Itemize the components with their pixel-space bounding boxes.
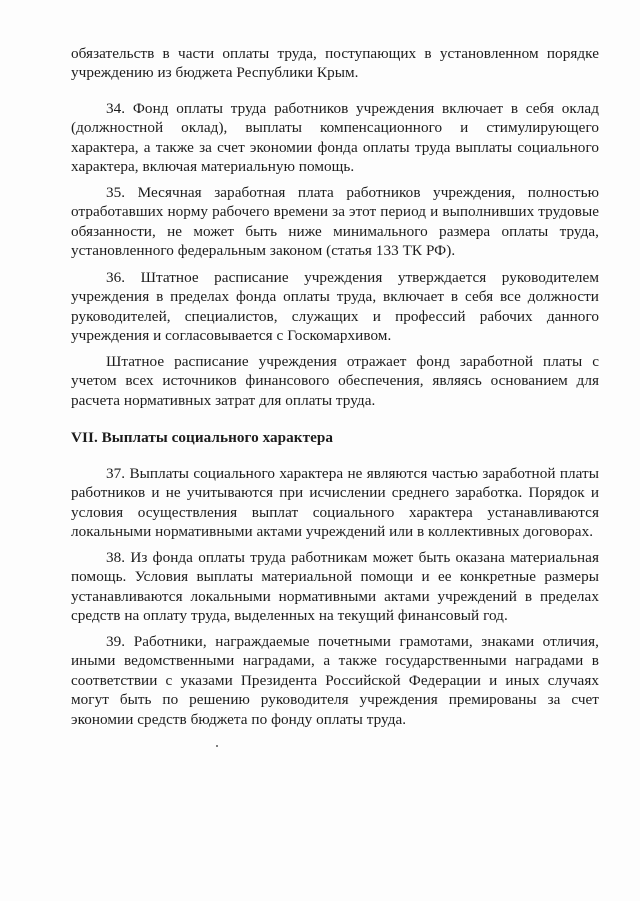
paragraph-38: 38. Из фонда оплаты труда работникам может быть оказана материальная помощь. Условия выплаты материальной помощи и ее конкретные размеры устанавливаются локальными нормативными актами учреждений в пределах средств на оплату труда, выделенных на текущий финансовый год. — [71, 549, 599, 625]
paragraph-continuation: обязательств в части оплаты труда, поступающих в установленном порядке учреждению из бюджета Республики Крым. — [71, 45, 599, 82]
scan-speck — [216, 745, 218, 747]
paragraph-39: 39. Работники, награждаемые почетными грамотами, знаками отличия, иными ведомственными наградами, а также государственными наградами в соответствии с указами Президента Российской Федерации и иных случаях могут быть по решению руководителя учреждения премированы за счет экономии средств бюджета по фонду оплаты труда. — [71, 633, 599, 728]
paragraph-35: 35. Месячная заработная плата работников учреждения, полностью отработавших норму рабочего времени за этот период и выполнивших трудовые обязанности, не может быть ниже минимального размера оплаты труда, установленного федеральным законом (статья 133 ТК РФ). — [71, 184, 599, 260]
paragraph-36: 36. Штатное расписание учреждения утверждается руководителем учреждения в пределах фонда оплаты труда, включает в себя все должности руководителей, специалистов, служащих и профессий рабочих данного учреждения и согласовывается с Госкомархивом. — [71, 269, 599, 345]
paragraph-36-continued: Штатное расписание учреждения отражает фонд заработной платы с учетом всех источников финансового обеспечения, являясь основанием для расчета нормативных затрат для оплаты труда. — [71, 353, 599, 409]
paragraph-37: 37. Выплаты социального характера не являются частью заработной платы работников и не учитываются при исчислении среднего заработка. Порядок и условия осуществления выплат социального характера устанавливаются локальными нормативными актами учреждений или в коллективных договорах. — [71, 465, 599, 541]
paragraph-34: 34. Фонд оплаты труда работников учреждения включает в себя оклад (должностной оклад), выплаты компенсационного и стимулирующего характера, а также за счет экономии фонда оплаты труда выплаты социального характера, включая материальную помощь. — [71, 100, 599, 176]
section-heading: VII. Выплаты социального характера — [71, 429, 334, 446]
